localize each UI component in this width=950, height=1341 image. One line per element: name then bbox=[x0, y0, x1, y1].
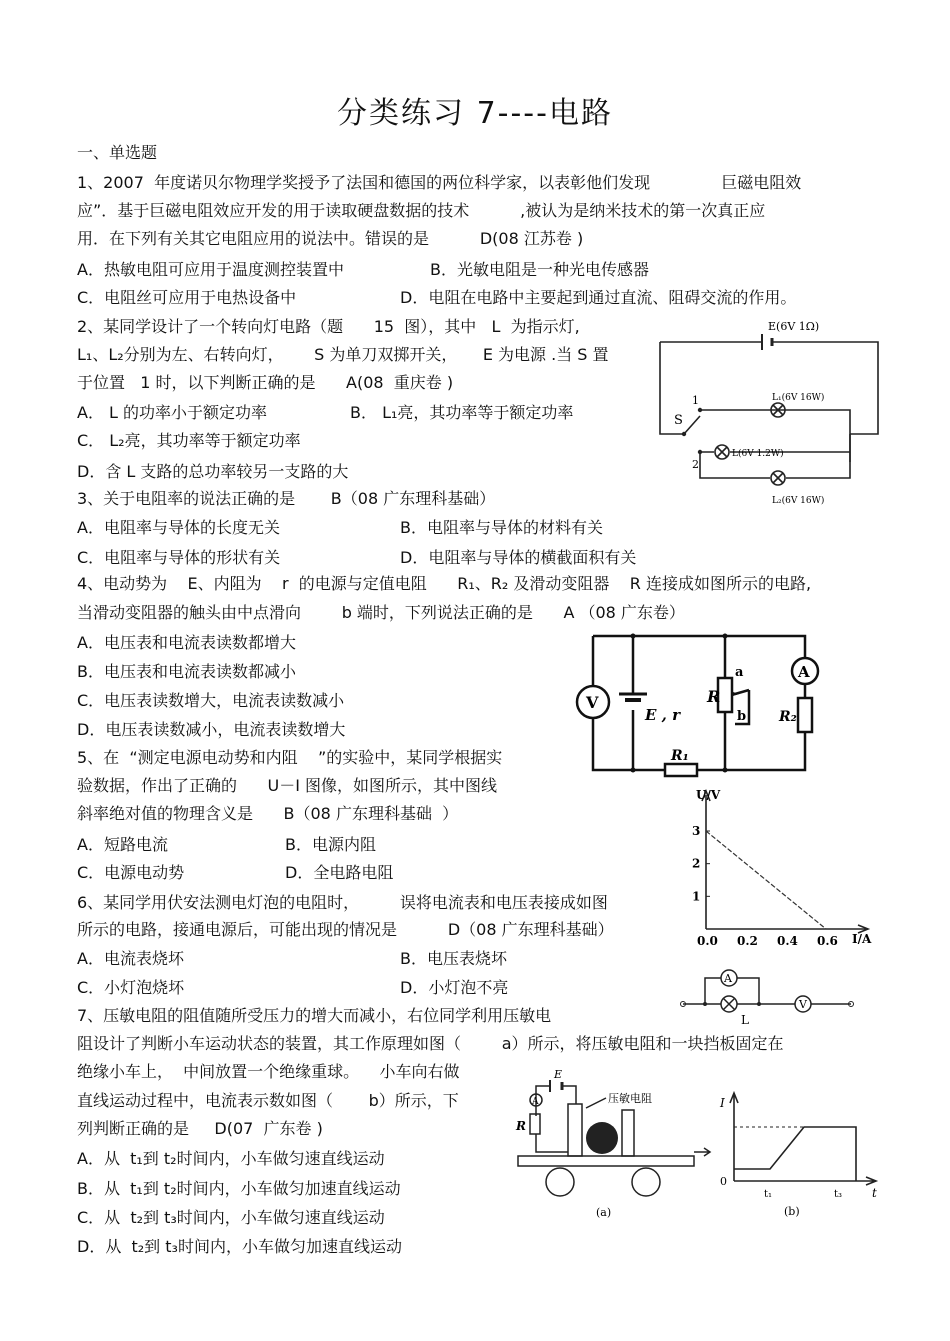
q2-option-c: C． L₂亮，其功率等于额定功率 bbox=[77, 431, 301, 450]
q7-caption-b: (b) bbox=[784, 1205, 800, 1218]
x-tick-label: 0.6 bbox=[817, 934, 838, 948]
x-tick-label: 0.0 bbox=[697, 934, 718, 948]
q1-line-1: 1、2007 年度诺贝尔物理学奖授予了法国和德国的两位科学家，以表彰他们发现 巨磁电阻效 bbox=[77, 173, 802, 192]
q7-axis-t: t bbox=[872, 1186, 877, 1200]
q7-battery-label: E bbox=[554, 1068, 563, 1081]
q1-option-b: B．光敏电阻是一种光电传感器 bbox=[430, 260, 649, 279]
q4-rheostat-label: R bbox=[707, 687, 721, 706]
q4-option-d: D．电压表读数减小，电流表读数增大 bbox=[77, 720, 346, 739]
q7-line-1: 7、压敏电阻的阻值随所受压力的增大而减小，右位同学利用压敏电 bbox=[77, 1006, 552, 1025]
q2-label-l: L(6V 1.2W) bbox=[732, 449, 784, 459]
q6-ammeter-label: A bbox=[724, 972, 732, 985]
q4-end-a-label: a bbox=[735, 665, 744, 680]
q6-option-c: C．小灯泡烧坏 bbox=[77, 978, 185, 997]
q6-circuit-diagram bbox=[675, 962, 865, 1032]
q1-option-c: C．电阻丝可应用于电热设备中 bbox=[77, 288, 297, 307]
q4-option-b: B．电压表和电流表读数都减小 bbox=[77, 662, 296, 681]
q4-r2-label: R₂ bbox=[779, 709, 797, 725]
q1-option-a: A．热敏电阻可应用于温度测控装置中 bbox=[77, 260, 344, 279]
q7-pressure-label: 压敏电阻 bbox=[608, 1092, 652, 1105]
q5-line-1: 5、在 “测定电源电动势和内阻 ”的实验中，某同学根据实 bbox=[77, 748, 503, 767]
q5-option-a: A．短路电流 bbox=[77, 835, 168, 854]
q2-line-3: 于位置 1 时，以下判断正确的是 A(08 重庆卷 ) bbox=[77, 373, 454, 392]
q4-line-1: 4、电动势为 E、内阻为 r 的电源与定值电阻 R₁、R₂ 及滑动变阻器 R 连接成如图所示的电路, bbox=[77, 574, 812, 593]
q4-option-c: C．电压表读数增大，电流表读数减小 bbox=[77, 691, 345, 710]
q7-option-b: B．从 t₁到 t₂时间内，小车做匀加速直线运动 bbox=[77, 1179, 401, 1198]
q7-line-5: 列判断正确的是 D(07 广东卷 ) bbox=[77, 1119, 323, 1138]
q4-r1-label: R₁ bbox=[671, 748, 689, 764]
q4-ammeter-label: A bbox=[798, 663, 810, 681]
q7-figure-a bbox=[510, 1060, 720, 1220]
u-i-line bbox=[706, 831, 826, 929]
q2-label-l2: L₂(6V 16W) bbox=[772, 496, 825, 506]
q4-source-label: E , r bbox=[645, 706, 681, 724]
q2-label-e: E(6V 1Ω) bbox=[768, 320, 820, 333]
y-axis-label: U/V bbox=[696, 788, 721, 802]
q2-label-l1: L₁(6V 16W) bbox=[772, 393, 825, 403]
q7-caption-a: (a) bbox=[596, 1206, 612, 1219]
q7-option-d: D．从 t₂到 t₃时间内，小车做匀加速直线运动 bbox=[77, 1237, 402, 1256]
page-title: 分类练习 7----电路 bbox=[337, 96, 613, 131]
q2-option-d: D．含 L 支路的总功率较另一支路的大 bbox=[77, 462, 349, 481]
q7-figure-b bbox=[712, 1085, 882, 1220]
q7-ammeter-label: A bbox=[532, 1097, 539, 1107]
x-tick-label: 0.4 bbox=[777, 934, 798, 948]
q3-option-b: B．电阻率与导体的材料有关 bbox=[400, 518, 603, 537]
q2-label-s: S bbox=[674, 413, 683, 428]
q7-option-c: C．从 t₂到 t₃时间内，小车做匀速直线运动 bbox=[77, 1208, 385, 1227]
q7-origin: 0 bbox=[720, 1175, 727, 1188]
q7-resistor-label: R bbox=[516, 1119, 526, 1133]
q7-line-4: 直线运动过程中，电流表示数如图（ b）所示，下 bbox=[77, 1091, 459, 1110]
q2-circuit-diagram bbox=[650, 312, 890, 512]
q7-line-3: 绝缘小车上， 中间放置一个绝缘重球。 小车向右做 bbox=[77, 1062, 460, 1081]
q5-option-b: B．电源内阻 bbox=[285, 835, 376, 854]
q5-line-3: 斜率绝对值的物理含义是 B（08 广东理科基础 ） bbox=[77, 804, 459, 823]
q4-option-a: A．电压表和电流表读数都增大 bbox=[77, 633, 296, 652]
q7-option-a: A．从 t₁到 t₂时间内，小车做匀速直线运动 bbox=[77, 1149, 385, 1168]
q6-voltmeter-label: V bbox=[799, 998, 807, 1011]
q4-end-b-label: b bbox=[737, 709, 747, 724]
q2-label-pos1: 1 bbox=[692, 394, 699, 407]
q3-option-a: A．电阻率与导体的长度无关 bbox=[77, 518, 280, 537]
q3-option-d: D．电阻率与导体的横截面积有关 bbox=[400, 548, 637, 567]
q1-line-2: 应”．基于巨磁电阻效应开发的用于读取硬盘数据的技术 ,被认为是纳米技术的第一次真正应 bbox=[77, 201, 766, 220]
q1-line-3: 用．在下列有关其它电阻应用的说法中。错误的是 D(08 江苏卷 ) bbox=[77, 229, 584, 248]
q5-option-d: D．全电路电阻 bbox=[285, 863, 394, 882]
q2-label-pos2: 2 bbox=[692, 458, 699, 471]
q3-option-c: C．电阻率与导体的形状有关 bbox=[77, 548, 281, 567]
q7-t1: t₁ bbox=[764, 1189, 773, 1200]
q2-option-a: A． L 的功率小于额定功率 bbox=[77, 403, 268, 422]
q4-circuit-diagram bbox=[565, 628, 835, 778]
y-tick-label: 3 bbox=[692, 824, 701, 838]
q5-line-2: 验数据，作出了正确的 U－I 图像，如图所示，其中图线 bbox=[77, 776, 498, 795]
x-tick-label: 0.2 bbox=[737, 934, 758, 948]
q6-option-b: B．电压表烧坏 bbox=[400, 949, 507, 968]
q5-option-c: C．电源电动势 bbox=[77, 863, 185, 882]
y-tick-label: 1 bbox=[692, 889, 701, 904]
q7-axis-i: I bbox=[720, 1096, 725, 1110]
q2-line-1: 2、某同学设计了一个转向灯电路（题 15 图），其中 L 为指示灯, bbox=[77, 317, 580, 336]
q5-ui-chart bbox=[686, 785, 876, 950]
q2-line-2: L₁、L₂分别为左、右转向灯， S 为单刀双掷开关， E 为电源 .当 S 置 bbox=[77, 345, 609, 364]
q4-line-2: 当滑动变阻器的触头由中点滑向 b 端时，下列说法正确的是 A （08 广东卷） bbox=[77, 603, 685, 622]
q6-line-2: 所示的电路，接通电源后，可能出现的情况是 D（08 广东理科基础） bbox=[77, 920, 614, 939]
q6-option-d: D．小灯泡不亮 bbox=[400, 978, 509, 997]
q6-lamp-label: L bbox=[741, 1013, 749, 1027]
q7-t3: t₃ bbox=[834, 1189, 843, 1200]
x-axis-label: I/A bbox=[852, 932, 872, 946]
y-tick-label: 2 bbox=[692, 856, 701, 871]
q1-option-d: D．电阻在电路中主要起到通过直流、阻碍交流的作用。 bbox=[400, 288, 797, 307]
section-heading: 一、单选题 bbox=[77, 143, 158, 162]
q4-voltmeter-label: V bbox=[586, 693, 599, 712]
q6-option-a: A．电流表烧坏 bbox=[77, 949, 184, 968]
q2-option-b: B． L₁亮，其功率等于额定功率 bbox=[350, 403, 574, 422]
q7-line-2: 阻设计了判断小车运动状态的装置，其工作原理如图（ a）所示，将压敏电阻和一块挡板固定在 bbox=[77, 1034, 784, 1053]
q6-line-1: 6、某同学用伏安法测电灯泡的电阻时， 误将电流表和电压表接成如图 bbox=[77, 893, 608, 912]
q3-line-1: 3、关于电阻率的说法正确的是 B（08 广东理科基础） bbox=[77, 489, 496, 508]
